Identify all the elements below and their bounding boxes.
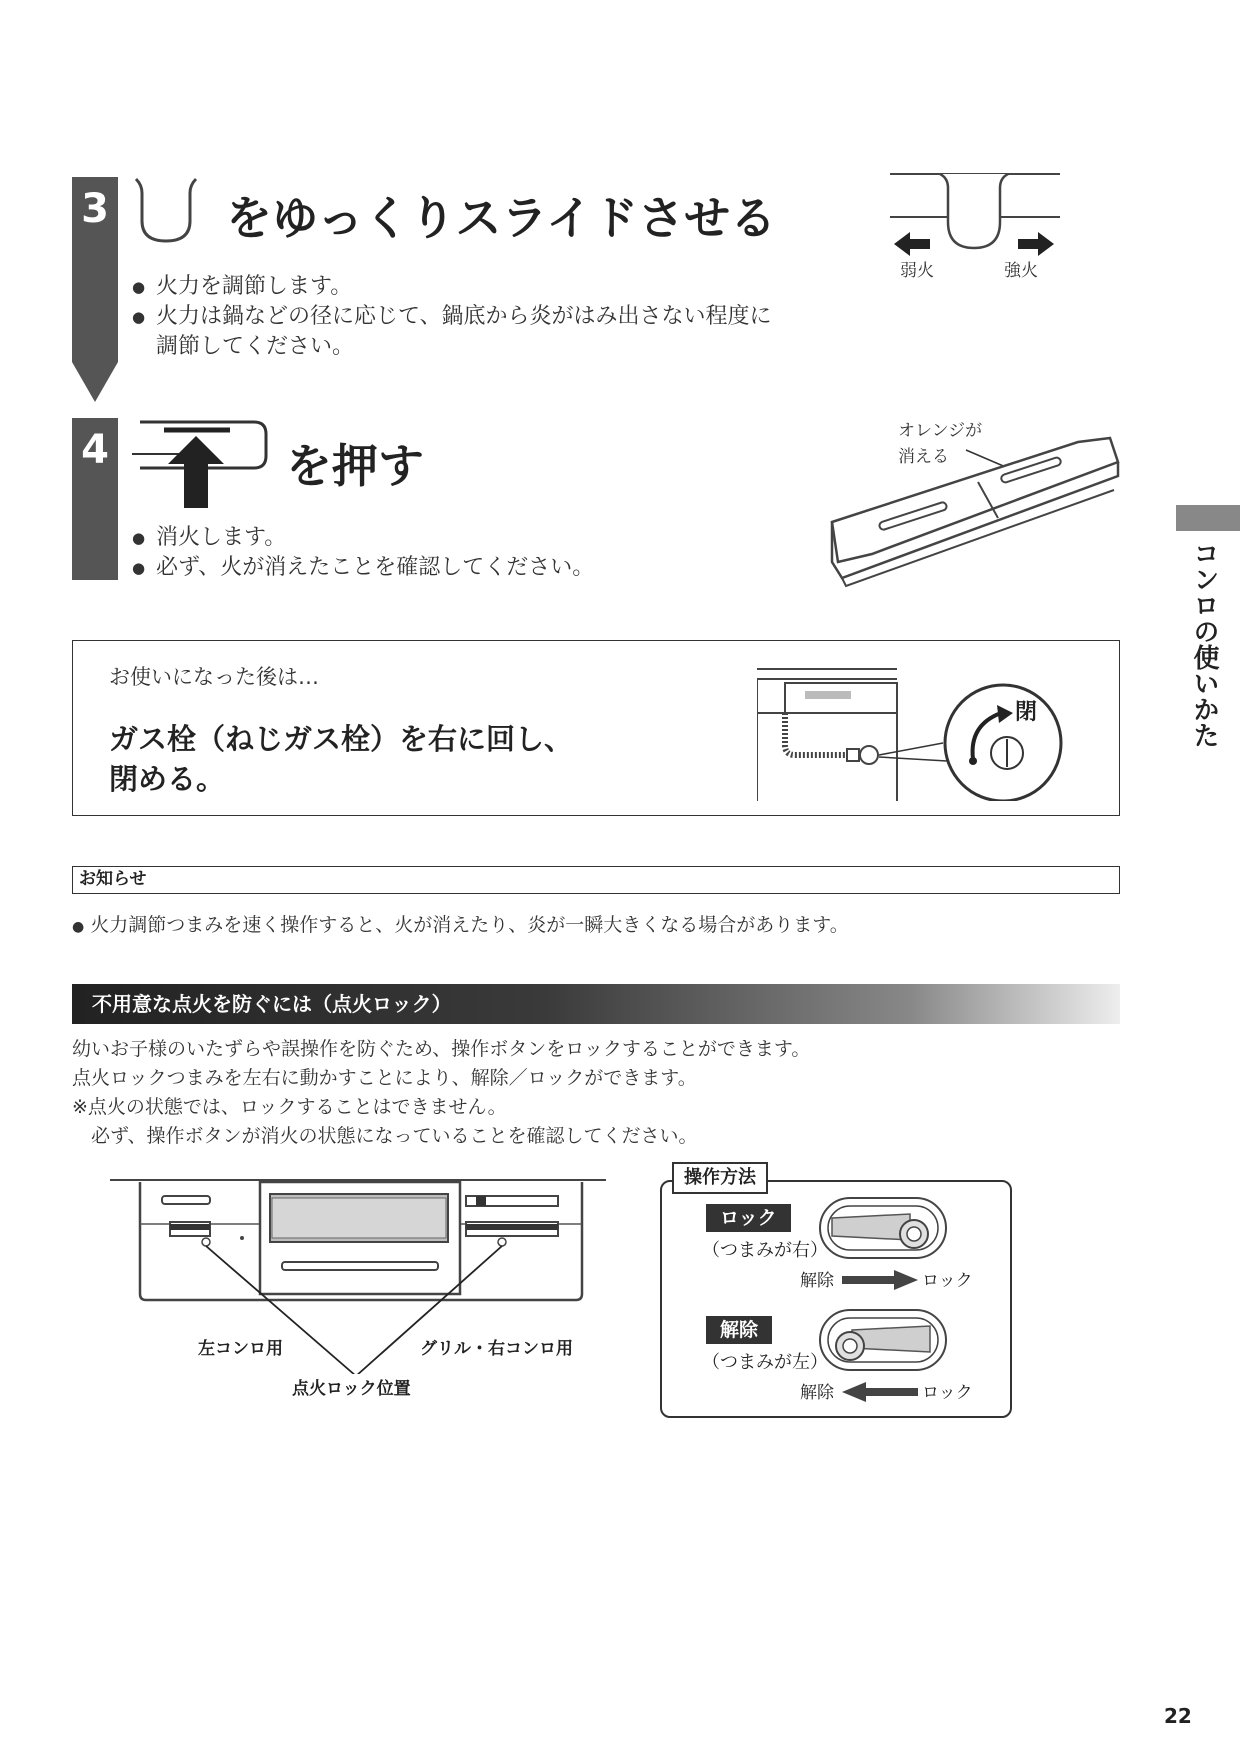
list-item: ● 火力を調節します。 [132,272,852,302]
lock-state-desc: （つまみが右） [702,1240,828,1261]
side-tab-marker [1176,505,1240,531]
list-item: ● 火力は鍋などの径に応じて、鍋底から炎がはみ出さない程度に [132,302,852,332]
notice-heading: お知らせ [72,866,1120,894]
step3-title: をゆっくりスライドさせる [226,191,777,245]
step4-bullets [132,523,772,583]
page-number: 22 [1164,1704,1192,1728]
lock-section-heading: 不用意な点火を防ぐには（点火ロック） [72,984,1120,1024]
control-panel-illustration [828,412,1128,592]
lock-from-label: 解除 [800,1271,834,1291]
step4-marker [72,418,118,580]
operation-box [660,1167,1012,1418]
arrow-right-icon [842,1270,918,1294]
unlock-from-label: 解除 [800,1383,834,1403]
strong-fire-label: 強火 [1004,261,1038,281]
lock-to-label: ロック [922,1271,973,1291]
after-use-instruction-2: 閉める。 [109,762,226,796]
left-burner-label: 左コンロ用 [198,1339,283,1359]
lock-line-4: 必ず、操作ボタンが消火の状態になっていることを確認してください。 [72,1125,698,1147]
list-item: 調節してください。 [156,334,355,359]
side-tab-label: コンロの使いかた [1189,540,1219,748]
step4-number: 4 [81,427,109,473]
stove-front-illustration [110,1176,610,1399]
lock-knob-right-icon [818,1196,948,1264]
right-burner-label: グリル・右コンロ用 [420,1339,573,1359]
after-use-instruction-1: ガス栓（ねじガス栓）を右に回し、 [109,722,574,756]
list-item: ● 必ず、火が消えたことを確認してください。 [132,553,772,583]
operation-title: 操作方法 [672,1162,768,1194]
lock-line-3: ※点火の状態では、ロックすることはできません。 [72,1096,507,1118]
step3-number: 3 [81,186,109,232]
lock-state-label: ロック [706,1204,791,1232]
gas-valve-illustration [757,667,1077,801]
slider-knob-icon [130,175,204,251]
after-use-box [72,640,1120,816]
lock-line-1: 幼いお子様のいたずらや誤操作を防ぐため、操作ボタンをロックすることができます。 [72,1038,811,1060]
step3-marker [72,177,118,402]
ignition-lock-position-label: 点火ロック位置 [292,1374,411,1399]
orange-label-line2: 消える [898,447,949,467]
lock-line-2: 点火ロックつまみを左右に動かすことにより、解除／ロックができます。 [72,1067,697,1089]
orange-label-line1: オレンジが [898,421,983,441]
list-item: ● 消火します。 [132,523,772,553]
close-label: 閉 [1015,700,1038,725]
push-button-icon [132,418,272,512]
unlock-state-label: 解除 [706,1316,772,1344]
step3-bullets [132,272,852,362]
unlock-to-label: ロック [922,1383,973,1403]
notice-text: ● 火力調節つまみを速く操作すると、火が消えたり、炎が一瞬大きくなる場合があります。 [72,914,849,936]
arrow-left-icon [842,1382,918,1406]
after-use-intro: お使いになった後は… [109,665,319,689]
weak-fire-label: 弱火 [900,261,934,281]
unlock-state-desc: （つまみが左） [702,1352,828,1373]
step4-title: を押す [286,439,424,493]
slider-diagram [890,172,1060,282]
lock-knob-left-icon [818,1308,948,1376]
